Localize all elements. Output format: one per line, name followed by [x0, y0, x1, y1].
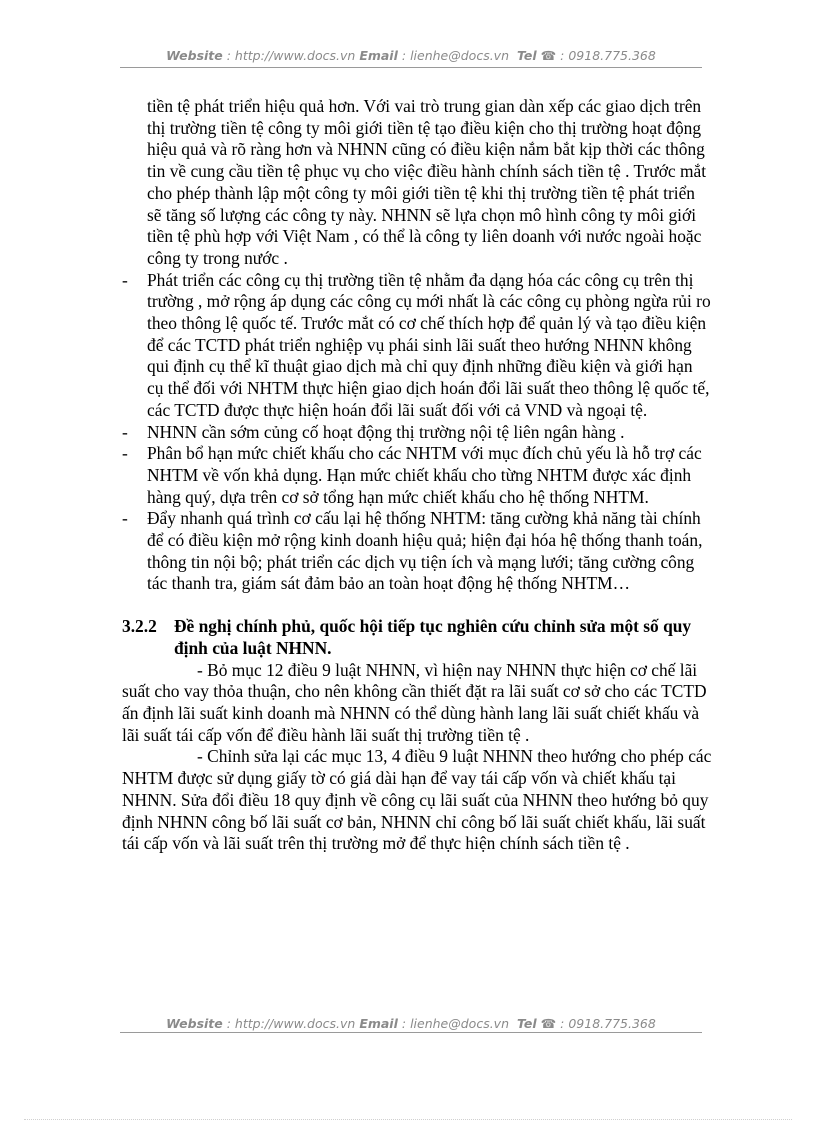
footer-tel-value: 0918.775.368 — [568, 1016, 656, 1031]
header-website-label: Website — [166, 48, 223, 63]
bullet-dash: - — [122, 421, 128, 442]
footer-website-label: Website — [166, 1016, 223, 1031]
footer-email-sep: : — [397, 1016, 411, 1031]
section-heading — [122, 616, 712, 659]
footer-email-value[interactable]: lienhe@docs.vn — [410, 1016, 509, 1031]
bullet-dash: - — [122, 443, 128, 464]
footer-email-label: Email — [359, 1016, 398, 1031]
header-tel-value: 0918.775.368 — [568, 48, 656, 63]
list-item-text: Đẩy nhanh quá trình cơ cấu lại hệ thống NHTM: tăng cường khả năng tài chính để có điều kiện mở rộng kinh doanh hiệu quả; hiện đại hóa hệ thống thanh toán, thông tin nội bộ; phát triển các dịch vụ tiện ích và mạng lưới; tăng cường công tác thanh tra, giám sát đảm bảo an toàn hoạt động hệ thống NHTM… — [147, 508, 703, 594]
list-item — [122, 508, 712, 595]
footer-tel-sep: ☎ : — [536, 1016, 569, 1031]
header-tel-sep: ☎ : — [536, 48, 569, 63]
page-footer — [120, 1016, 702, 1031]
list-item-text: NHNN cần sớm củng cố hoạt động thị trường nội tệ liên ngân hàng . — [147, 421, 625, 442]
sub-paragraph: - Chỉnh sửa lại các mục 13, 4 điều 9 luật NHNN theo hướng cho phép các NHTM được sử dụng giấy tờ có giá dài hạn để vay tái cấp vốn và chiết khấu tại NHNN. Sửa đổi điều 18 quy định về công cụ lãi suất của NHNN theo hướng bỏ quy định NHNN công bố lãi suất cơ bản, NHNN chỉ công bố lãi suất chiết khấu, lãi suất tái cấp vốn và lãi suất trên thị trường mở để thực hiện chính sách tiền tệ . — [122, 746, 712, 854]
list-item — [122, 443, 712, 508]
header-email-sep: : — [397, 48, 411, 63]
section-title: Đề nghị chính phủ, quốc hội tiếp tục nghiên cứu chỉnh sửa một số quy định của luật NHNN. — [174, 616, 692, 658]
footer-rule — [120, 1032, 702, 1033]
bullet-dash: - — [122, 269, 128, 290]
header-tel-label: Tel — [516, 48, 537, 63]
page-bottom-edge — [24, 1119, 792, 1120]
footer-website-url[interactable]: http://www.docs.vn — [234, 1016, 356, 1031]
list-item-text: Phân bổ hạn mức chiết khấu cho các NHTM với mục đích chủ yếu là hỗ trợ các NHTM về vốn khả dụng. Hạn mức chiết khấu cho từng NHTM được xác định hàng quý, dựa trên cơ sở tổng hạn mức chiết khấu cho hệ thống NHTM. — [147, 443, 702, 507]
intro-paragraph: tiền tệ phát triển hiệu quả hơn. Với vai trò trung gian dàn xếp các giao dịch trên thị trường tiền tệ công ty môi giới tiền tệ tạo điều kiện cho thị trường hoạt động hiệu quả và rõ ràng hơn và NHNN cũng có điều kiện nắm bắt kịp thời các thông tin về cung cầu tiền tệ phục vụ cho việc điều hành chính sách tiền tệ . Trước mắt cho phép thành lập một công ty môi giới tiền tệ khi thị trường tiền tệ phát triển sẽ tăng số lượng các công ty này. NHNN sẽ lựa chọn mô hình công ty môi giới tiền tệ phù hợp với Việt Nam , có thể là công ty liên doanh với nước ngoài hoặc công ty trong nước . — [147, 96, 707, 268]
list-item — [122, 422, 712, 444]
footer-website-sep: : — [222, 1016, 235, 1031]
list-item-text: Phát triển các công cụ thị trường tiền tệ nhằm đa dạng hóa các công cụ trên thị trường , mở rộng áp dụng các công cụ mới nhất là các công cụ phòng ngừa rủi ro theo thông lệ quốc tế. Trước mắt có cơ chế thích hợp để quản lý và tạo điều kiện để các TCTD phát triển nghiệp vụ phái sinh lãi suất theo hướng NHNN không qui định cụ thể kĩ thuật giao dịch mà chỉ quy định những điều kiện và giới hạn cụ thể đối với NHTM thực hiện giao dịch hoán đổi lãi suất theo thông lệ quốc tế, các TCTD được thực hiện hoán đổi lãi suất đối với cả VND và ngoại tệ. — [147, 269, 711, 420]
page-header — [120, 48, 702, 63]
header-email-label: Email — [359, 48, 398, 63]
document-body — [122, 96, 712, 855]
header-website-sep: : — [222, 48, 235, 63]
bullet-dash: - — [122, 508, 128, 529]
header-email-value[interactable]: lienhe@docs.vn — [410, 48, 509, 63]
header-website-url[interactable]: http://www.docs.vn — [234, 48, 356, 63]
footer-tel-label: Tel — [516, 1016, 537, 1031]
list-item — [122, 270, 712, 422]
sub-paragraph: - Bỏ mục 12 điều 9 luật NHNN, vì hiện nay NHNN thực hiện cơ chế lãi suất cho vay thỏa thuận, cho nên không cần thiết đặt ra lãi suất cơ sở cho các TCTD ấn định lãi suất kinh doanh mà NHNN có thể dùng hành lang lãi suất chiết khấu và lãi suất tái cấp vốn để điều hành lãi suất thị trường tiền tệ . — [122, 659, 707, 745]
header-rule — [120, 67, 702, 68]
bullet-list — [122, 270, 712, 596]
section-number: 3.2.2 — [122, 616, 157, 637]
